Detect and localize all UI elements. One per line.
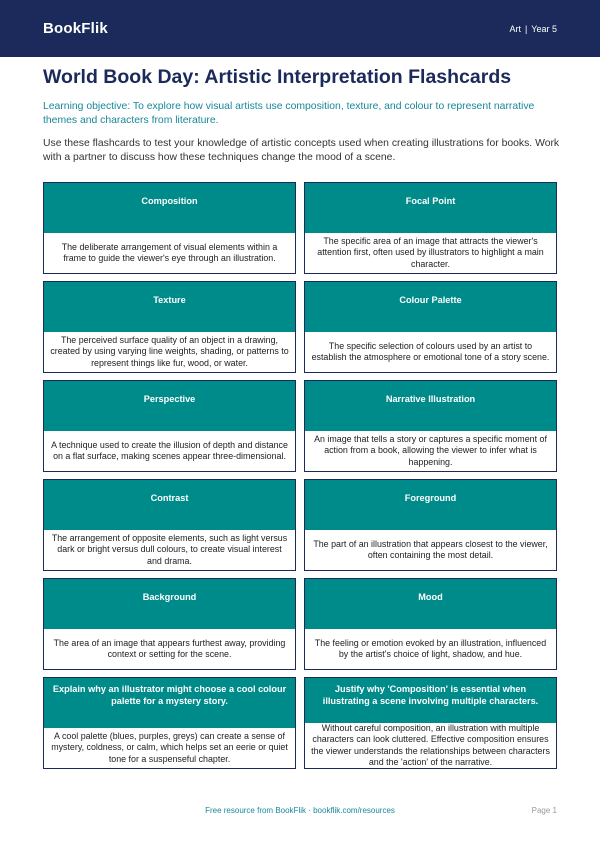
flashcard-front: Colour Palette	[305, 282, 556, 332]
flashcard-front: Narrative Illustration	[305, 381, 556, 431]
flashcard[interactable]	[304, 479, 557, 571]
learning-objective: Learning objective: To explore how visual artists use composition, texture, and colour to represent narrative themes and characters from literature.	[43, 101, 535, 126]
flashcard-back: The arrangement of opposite elements, such as light versus dark or bright versus dull colours, to create visual interest and drama.	[51, 533, 288, 566]
subject-label: Art	[509, 23, 521, 34]
flashcard-back: The perceived surface quality of an object in a drawing, created by using varying line weights, shading, or patterns to represent things like fur, wood, or water.	[50, 335, 289, 368]
flashcard-back: The feeling or emotion evoked by an illustration, influenced by the artist's choice of light, shadow, and hue.	[314, 637, 547, 659]
flashcard[interactable]	[43, 281, 296, 373]
flashcard-back: A technique used to create the illusion of depth and distance on a flat surface, making scenes appear three-dimensional.	[51, 439, 288, 461]
page-number: Page 1	[531, 806, 557, 815]
flashcard-front: Texture	[44, 282, 295, 332]
flashcard[interactable]	[43, 380, 296, 472]
flashcard-back: Without careful composition, an illustration with multiple characters can look cluttered. Effective composition ensures the viewer understands the relationships between characters and the 'action' of the narrative.	[311, 723, 550, 767]
flashcard-back: The specific area of an image that attracts the viewer's attention first, often used by illustrators to highlight a main character.	[317, 236, 544, 269]
page-title: World Book Day: Artistic Interpretation Flashcards	[43, 66, 512, 88]
year-label: Year 5	[531, 23, 557, 34]
flashcard-front: Justify why 'Composition' is essential when illustrating a scene involving multiple characters.	[305, 678, 556, 723]
flashcard-front: Background	[44, 579, 295, 629]
subject-year	[509, 24, 557, 34]
flashcard-front: Explain why an illustrator might choose a cool colour palette for a mystery story.	[44, 678, 295, 728]
flashcard-back: A cool palette (blues, purples, greys) can create a sense of mystery, coldness, or calm, which helps set an eerie or quiet tone for a suspenseful chapter.	[51, 731, 288, 764]
flashcard[interactable]	[43, 578, 296, 670]
brand-logo[interactable]: BookFlik	[43, 20, 108, 37]
flashcard-grid	[43, 182, 557, 769]
flashcard-front: Foreground	[305, 480, 556, 530]
flashcard[interactable]	[304, 380, 557, 472]
flashcard[interactable]	[43, 182, 296, 274]
flashcard-front: Composition	[44, 183, 295, 233]
flashcard-front: Focal Point	[305, 183, 556, 233]
flashcard-front: Perspective	[44, 381, 295, 431]
flashcard-back: The area of an image that appears furthest away, providing context or setting for the scene.	[53, 637, 286, 659]
top-bar	[0, 0, 600, 57]
flashcard[interactable]	[304, 578, 557, 670]
flashcard-front: Mood	[305, 579, 556, 629]
intro-text: Use these flashcards to test your knowledge of artistic concepts used when creating illustrations for books. Work with a partner to discuss how these techniques change the mood of a scene.	[43, 138, 560, 163]
flashcard-question[interactable]	[304, 677, 557, 769]
footer-credit[interactable]: Free resource from BookFlik · bookflik.com/resources	[205, 806, 395, 815]
flashcard-question[interactable]	[43, 677, 296, 769]
flashcard[interactable]	[304, 281, 557, 373]
flashcard-back: The specific selection of colours used by an artist to establish the atmosphere or emotional tone of a story scene.	[311, 340, 550, 362]
meta-separator: |	[524, 23, 528, 34]
flashcard[interactable]	[304, 182, 557, 274]
flashcard-front: Contrast	[44, 480, 295, 530]
flashcard-back: The deliberate arrangement of visual elements within a frame to guide the viewer's eye through an illustration.	[61, 241, 278, 263]
flashcard-back: An image that tells a story or captures a specific moment of action from a book, allowing the viewer to infer what is happening.	[314, 434, 547, 467]
flashcard-back: The part of an illustration that appears closest to the viewer, often containing the most detail.	[313, 538, 548, 560]
flashcard[interactable]	[43, 479, 296, 571]
